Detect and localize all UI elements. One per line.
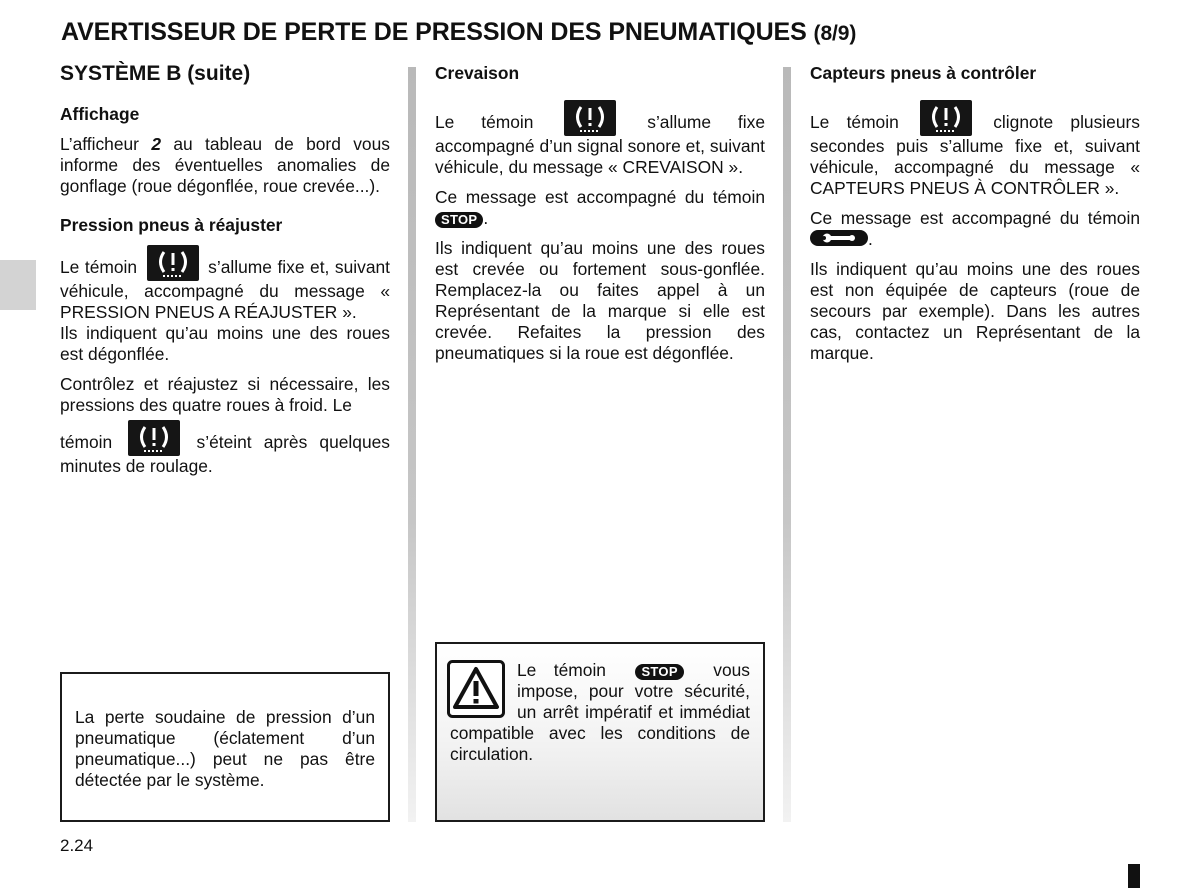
paragraph-capteurs-details: Ils indiquent qu’au moins une des roues est non équipée de capteurs (roue de secours par exemple). Dans les autres cas, contactez un Représentant de la marque. xyxy=(810,259,1140,363)
paragraph-temoin-eteint xyxy=(60,420,390,477)
paragraph-capteurs xyxy=(810,100,1140,199)
paragraph-crevaison xyxy=(435,100,765,178)
heading-capteurs: Capteurs pneus à contrôler xyxy=(810,63,1037,83)
column-2 xyxy=(435,63,765,373)
text: au tableau de bord vous informe des éventuelles anomalies de gonflage (roue dégonflée, roue crevée...). xyxy=(60,134,390,196)
page-title-part: (8/9) xyxy=(813,22,857,45)
column-1 xyxy=(60,104,390,486)
paragraph-affichage xyxy=(60,134,390,197)
paragraph-pression xyxy=(60,245,390,323)
page-title xyxy=(61,18,856,47)
text: Le témoin xyxy=(517,660,606,680)
page-number: 2.24 xyxy=(60,836,94,855)
text: vous impose, pour votre sécurité, un arrêt impératif et immédiat compatible avec les conditions de circulation. xyxy=(450,660,750,764)
column-separator xyxy=(783,67,791,822)
heading-crevaison: Crevaison xyxy=(435,63,520,83)
text: . xyxy=(868,229,873,249)
tyre-pressure-warning-icon xyxy=(564,100,616,136)
paragraph-pression-2: Ils indiquent qu’au moins une des roues est dégonflée. xyxy=(60,323,390,364)
text: s’allume fixe et, suivant véhicule, accompagné du message « PRESSION PNEUS A RÉAJUSTER ». xyxy=(60,257,390,322)
wrench-icon xyxy=(810,230,868,246)
stop-warning-icon: STOP xyxy=(435,212,483,228)
warning-triangle-icon xyxy=(447,660,503,716)
tyre-pressure-warning-icon xyxy=(128,420,180,456)
chapter-tab xyxy=(0,260,36,310)
text: témoin xyxy=(60,432,113,452)
stop-warning-icon: STOP xyxy=(635,664,683,680)
text: Le témoin xyxy=(810,112,899,132)
text: L’afficheur xyxy=(60,134,139,154)
heading-affichage: Affichage xyxy=(60,104,140,124)
paragraph-message-wrench xyxy=(810,208,1140,250)
text: Ce message est accompagné du témoin xyxy=(810,208,1140,228)
page-title-main: AVERTISSEUR DE PERTE DE PRESSION DES PNEUMATIQUES xyxy=(61,18,807,46)
text: clignote plusieurs secondes puis s’allume fixe et, suivant véhicule, accompagné du message « CAPTEURS PNEUS À CONTRÔLER ». xyxy=(810,112,1140,198)
paragraph-controlez: Contrôlez et réajustez si nécessaire, les pressions des quatre roues à froid. Le xyxy=(60,374,390,415)
tyre-pressure-warning-icon xyxy=(147,245,199,281)
warning-box xyxy=(435,642,765,822)
text: s’éteint après quelques minutes de roulage. xyxy=(60,432,390,476)
text: s’allume fixe accompagné d’un signal sonore et, suivant véhicule, du message « CREVAISON ». xyxy=(435,112,765,177)
corner-mark xyxy=(1128,864,1140,888)
section-title: SYSTÈME B (suite) xyxy=(60,62,251,85)
paragraph-message-stop xyxy=(435,187,765,229)
tyre-pressure-warning-icon xyxy=(920,100,972,136)
note-box: La perte soudaine de pression d’un pneumatique (éclatement d’un pneumatique...) peut ne pas être détectée par le système. xyxy=(60,672,390,822)
text: Le témoin xyxy=(60,257,138,277)
column-separator xyxy=(408,67,416,822)
heading-pression: Pression pneus à réajuster xyxy=(60,215,283,235)
paragraph-crevaison-details: Ils indiquent qu’au moins une des roues est crevée ou fortement sous-gonflée. Remplacez-la ou faites appel à un Représentant de la marque si elle est crevée. Refaites la pression des pneumatiques si la roue est dégonflée. xyxy=(435,238,765,363)
text: Le témoin xyxy=(435,112,534,132)
column-3 xyxy=(810,63,1140,373)
text: . xyxy=(483,208,489,228)
display-number: 2 xyxy=(151,134,161,154)
text: Ce message est accompagné du témoin xyxy=(435,187,765,207)
